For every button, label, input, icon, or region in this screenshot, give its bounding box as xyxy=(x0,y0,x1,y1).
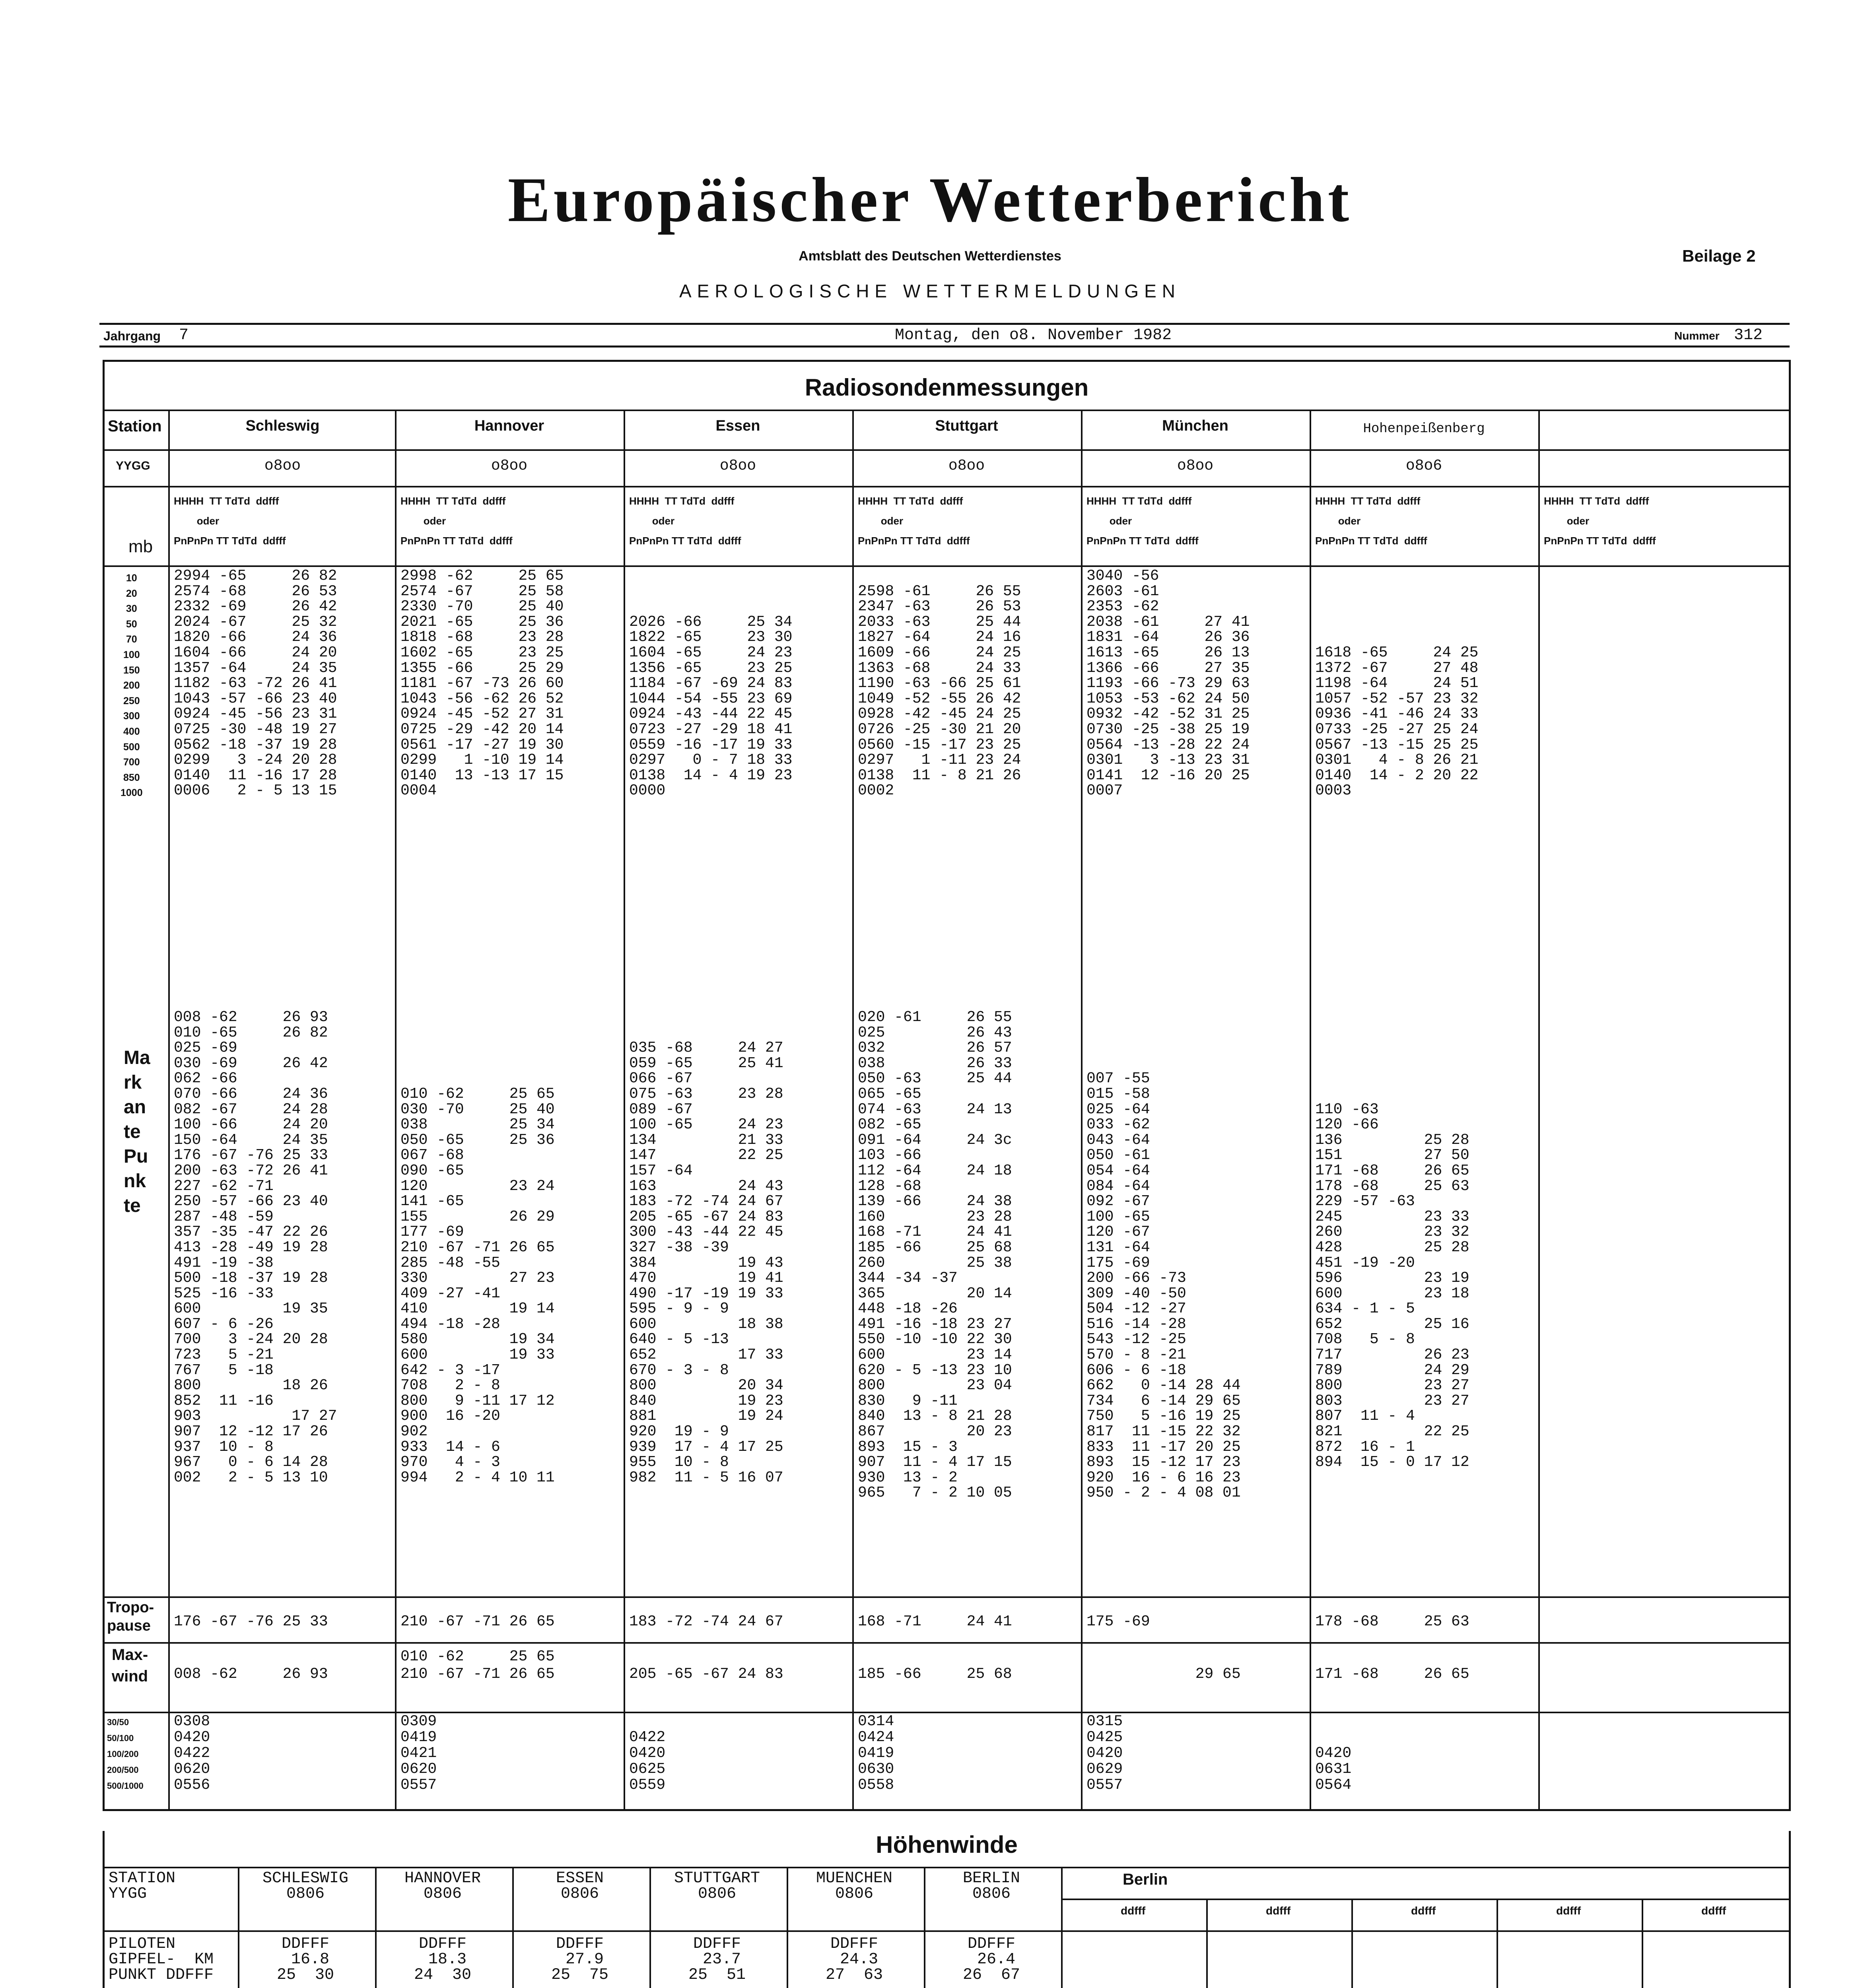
thickness-values: 0420 0631 0564 xyxy=(1315,1745,1352,1794)
marked-points: 035 -68 24 27 059 -65 25 41 066 -67 075 -63 23 28 089 -67 100 -65 24 23 134 21 33 147 22 25 157 -64 163 24 43 183 -72 -74 24 67 205 -65 -67 24 83 300 -43 -44 22 45 327 -38 -39 384 19 43 470 19 41 490 -17 -19 19 33 595 - 9 - 9 600 18 38 640 - 5 -13 652 17 33 670 - 3 - 8 800 20 34 840 19 23 881 19 24 920 19 - 9 939 17 - 4 17 25 955 10 - 8 982 11 - 5 16 07 xyxy=(629,1039,783,1486)
radiosonde-table xyxy=(103,360,1791,1811)
wind-station: SCHLESWIG 0806 xyxy=(262,1870,349,1903)
standard-levels: 3040 -56 2603 -61 2353 -62 2038 -61 27 41 1831 -64 26 36 1613 -65 26 13 1366 -66 27 35 1193 -66 -73 29 63 1053 -53 -62 24 50 0932 -42 -52 31 25 0730 -25 -38 25 19 0564 -13 -28 22 24 0301 3 -13 23 31 0141 12 -16 20 25 0007 xyxy=(1086,567,1250,800)
pilot-values: DDFFF 16.8 25 30 xyxy=(276,1935,334,1984)
station-name: Stuttgart xyxy=(935,417,998,434)
wind-station: HANNOVER 0806 xyxy=(404,1870,481,1903)
observation-time: o8oo xyxy=(1177,457,1214,474)
maxwind-value: 008 -62 26 93 xyxy=(174,1666,328,1683)
observation-time: o8oo xyxy=(264,457,301,474)
mb-levels: 10 20 30 50 70 100 150 200 250 300 400 500 700 850 1000 xyxy=(121,573,143,799)
tropopause-label: Tropo- pause xyxy=(107,1599,154,1634)
section-heading: AEROLOGISCHE WETTERMELDUNGEN xyxy=(679,281,1181,301)
column-header: HHHH TT TdTd ddfff oder PnPnPn TT TdTd ddfff xyxy=(400,495,513,547)
standard-levels: 2026 -66 25 34 1822 -65 23 30 1604 -65 24 23 1356 -65 23 25 1184 -67 -69 24 83 1044 -54 -55 23 69 0924 -43 -44 22 45 0723 -27 -29 18 41 0559 -16 -17 19 33 0297 0 - 7 18 33 0138 14 - 4 19 23 0000 xyxy=(629,613,793,800)
thickness-values: 0422 0420 0625 0559 xyxy=(629,1729,666,1794)
marked-points: 007 -55 015 -58 025 -64 033 -62 043 -64 050 -61 054 -64 084 -64 092 -67 100 -65 120 -67 131 -64 175 -69 200 -66 -73 309 -40 -50 504 -12 -27 516 -14 -28 543 -12 -25 570 - 8 -21 606 - 6 -18 662 0 -14 28 44 734 6 -14 29 65 750 5 -16 19 25 817 11 -15 22 32 833 11 -17 20 25 893 15 -12 17 23 920 16 - 6 16 23 950 - 2 - 4 08 01 xyxy=(1086,1070,1241,1502)
maxwind-value: 185 -66 25 68 xyxy=(858,1666,1012,1683)
standard-levels: 2994 -65 26 82 2574 -68 26 53 2332 -69 26 42 2024 -67 25 32 1820 -66 24 36 1604 -66 24 20 1357 -64 24 35 1182 -63 -72 26 41 1043 -57 -66 23 40 0924 -45 -56 23 31 0725 -30 -48 19 27 0562 -18 -37 19 28 0299 3 -24 20 28 0140 11 -16 17 28 0006 2 - 5 13 15 xyxy=(174,567,337,800)
standard-levels: 2598 -61 26 55 2347 -63 26 53 2033 -63 25 44 1827 -64 24 16 1609 -66 24 25 1363 -68 24 33 1190 -63 -66 25 61 1049 -52 -55 26 42 0928 -42 -45 24 25 0726 -25 -30 21 20 0560 -15 -17 23 25 0297 1 -11 23 24 0138 11 - 8 21 26 0002 xyxy=(858,582,1021,800)
tropopause-value: 168 -71 24 41 xyxy=(858,1613,1012,1630)
maxwind-value: 010 -62 25 65 210 -67 -71 26 65 xyxy=(400,1648,555,1683)
marked-points: 010 -62 25 65 030 -70 25 40 038 25 34 050 -65 25 36 067 -68 090 -65 120 23 24 141 -65 155 26 29 177 -69 210 -67 -71 26 65 285 -48 -55 330 27 23 409 -27 -41 410 19 14 494 -18 -28 580 19 34 600 19 33 642 - 3 -17 708 2 - 8 800 9 -11 17 12 900 16 -20 902 933 14 - 6 970 4 - 3 994 2 - 4 10 11 xyxy=(400,1085,555,1486)
tropopause-value: 178 -68 25 63 xyxy=(1315,1613,1469,1630)
ddfff-header: ddfff xyxy=(1266,1905,1291,1917)
pilot-values: DDFFF 26.4 26 67 xyxy=(962,1935,1020,1984)
issue-info-line xyxy=(99,323,1790,348)
tropopause-value: 175 -69 xyxy=(1086,1613,1150,1630)
jahrgang-value: 7 xyxy=(179,326,189,344)
ddfff-header: ddfff xyxy=(1556,1905,1581,1917)
supplement-label: Beilage 2 xyxy=(1682,247,1756,265)
maxwind-value: 205 -65 -67 24 83 xyxy=(629,1666,783,1683)
tropopause-value: 210 -67 -71 26 65 xyxy=(400,1613,555,1630)
pilot-values: DDFFF 23.7 25 51 xyxy=(688,1935,746,1984)
wind-station: ESSEN 0806 xyxy=(556,1870,604,1903)
report-title: Europäischer Wetterbericht xyxy=(507,164,1353,235)
winds-station-label: STATION YYGG xyxy=(109,1870,176,1903)
ddfff-header: ddfff xyxy=(1701,1905,1726,1917)
tropopause-value: 183 -72 -74 24 67 xyxy=(629,1613,783,1630)
station-name: München xyxy=(1162,417,1228,434)
marked-points: 110 -63 120 -66 136 25 28 151 27 50 171 -68 26 65 178 -68 25 63 229 -57 -63 245 23 33 260 23 32 428 25 28 451 -19 -20 596 23 19 600 23 18 634 - 1 - 5 652 25 16 708 5 - 8 717 26 23 789 24 29 800 23 27 803 23 27 807 11 - 4 821 22 25 872 16 - 1 894 15 - 0 17 12 xyxy=(1315,1101,1469,1471)
wind-station: BERLIN 0806 xyxy=(962,1870,1020,1903)
wind-station: MUENCHEN 0806 xyxy=(816,1870,893,1903)
column-header: HHHH TT TdTd ddfff oder PnPnPn TT TdTd ddfff xyxy=(1086,495,1199,547)
station-label: Station xyxy=(108,417,162,435)
marked-points: 020 -61 26 55 025 26 43 032 26 57 038 26 33 050 -63 25 44 065 -65 074 -63 24 13 082 -65 091 -64 24 3c 103 -66 112 -64 24 18 128 -68 139 -66 24 38 160 23 28 168 -71 24 41 185 -66 25 68 260 25 38 344 -34 -37 365 20 14 448 -18 -26 491 -16 -18 23 27 550 -10 -10 22 30 600 23 14 620 - 5 -13 23 10 800 23 04 830 9 -11 840 13 - 8 21 28 867 20 23 893 15 - 3 907 11 - 4 17 15 930 13 - 2 965 7 - 2 10 05 xyxy=(858,1009,1012,1502)
pilot-values: DDFFF 27.9 25 75 xyxy=(551,1935,609,1984)
column-header: HHHH TT TdTd ddfff oder PnPnPn TT TdTd ddfff xyxy=(629,495,741,547)
ddfff-header: ddfff xyxy=(1411,1905,1436,1917)
wind-station: STUTTGART 0806 xyxy=(674,1870,760,1903)
station-name: Essen xyxy=(715,417,760,434)
station-name: Schleswig xyxy=(245,417,320,434)
pilot-values: DDFFF 18.3 24 30 xyxy=(414,1935,472,1984)
observation-time: o8oo xyxy=(948,457,985,474)
berlin-label: Berlin xyxy=(1123,1871,1168,1888)
standard-levels: 2998 -62 25 65 2574 -67 25 58 2330 -70 25 40 2021 -65 25 36 1818 -68 23 28 1602 -65 23 25 1355 -66 25 29 1181 -67 -73 26 60 1043 -56 -62 26 52 0924 -45 -52 27 31 0725 -29 -42 20 14 0561 -17 -27 19 30 0299 1 -10 19 14 0140 13 -13 17 15 0004 xyxy=(400,567,564,800)
yygg-label: YYGG xyxy=(116,459,150,472)
nummer-label: Nummer xyxy=(1674,330,1720,342)
upper-winds-title: Höhenwinde xyxy=(876,1831,1018,1858)
radiosonde-title: Radiosondenmessungen xyxy=(805,374,1089,401)
maxwind-label: Max- wind xyxy=(112,1646,148,1685)
ddfff-header: ddfff xyxy=(1121,1905,1146,1917)
nummer-value: 312 xyxy=(1734,326,1763,344)
tropopause-value: 176 -67 -76 25 33 xyxy=(174,1613,328,1630)
column-header: HHHH TT TdTd ddfff oder PnPnPn TT TdTd ddfff xyxy=(858,495,970,547)
station-name: Hannover xyxy=(474,417,544,434)
column-header: HHHH TT TdTd ddfff oder PnPnPn TT TdTd ddfff xyxy=(1544,495,1656,547)
jahrgang-label: Jahrgang xyxy=(103,329,161,343)
maxwind-value: 171 -68 26 65 xyxy=(1315,1666,1469,1683)
column-header: HHHH TT TdTd ddfff oder PnPnPn TT TdTd ddfff xyxy=(1315,495,1427,547)
report-subtitle: Amtsblatt des Deutschen Wetterdienstes xyxy=(799,248,1061,264)
pilot-values: DDFFF 24.3 27 63 xyxy=(825,1935,883,1984)
observation-time: o8oo xyxy=(719,457,756,474)
maxwind-value: 29 65 xyxy=(1195,1666,1241,1683)
mb-label: mb xyxy=(128,537,153,556)
observation-time: o8oo xyxy=(491,457,528,474)
marked-points: 008 -62 26 93 010 -65 26 82 025 -69 030 -69 26 42 062 -66 070 -66 24 36 082 -67 24 28 100 -66 24 20 150 -64 24 35 176 -67 -76 25 33 200 -63 -72 26 41 227 -62 -71 250 -57 -66 23 40 287 -48 -59 357 -35 -47 22 26 413 -28 -49 19 28 491 -19 -38 500 -18 -37 19 28 525 -16 -33 600 19 35 607 - 6 -26 700 3 -24 20 28 723 5 -21 767 5 -18 800 18 26 852 11 -16 903 17 27 907 12 -12 17 26 937 10 - 8 967 0 - 6 14 28 002 2 - 5 13 10 xyxy=(174,1009,337,1486)
thickness-labels: 30/50 50/100 100/200 200/500 500/1000 xyxy=(107,1717,144,1791)
thickness-values: 0308 0420 0422 0620 0556 xyxy=(174,1713,210,1794)
column-header: HHHH TT TdTd ddfff oder PnPnPn TT TdTd ddfff xyxy=(174,495,286,547)
pilot-label: PILOTEN GIPFEL- KM PUNKT DDFFF xyxy=(109,1935,214,1984)
issue-date: Montag, den o8. November 1982 xyxy=(895,326,1172,344)
station-name: Hohenpeißenberg xyxy=(1363,421,1485,437)
observation-time: o8o6 xyxy=(1405,457,1442,474)
thickness-values: 0314 0424 0419 0630 0558 xyxy=(858,1713,894,1794)
marked-points-label: Markante Punkte xyxy=(124,1047,150,1216)
standard-levels: 1618 -65 24 25 1372 -67 27 48 1198 -64 24 51 1057 -52 -57 23 32 0936 -41 -46 24 33 0733 -25 -27 25 24 0567 -13 -15 25 25 0301 4 - 8 26 21 0140 14 - 2 20 22 0003 xyxy=(1315,644,1479,800)
thickness-values: 0309 0419 0421 0620 0557 xyxy=(400,1713,437,1794)
thickness-values: 0315 0425 0420 0629 0557 xyxy=(1086,1713,1123,1794)
upper-winds-table xyxy=(103,1831,1791,1988)
